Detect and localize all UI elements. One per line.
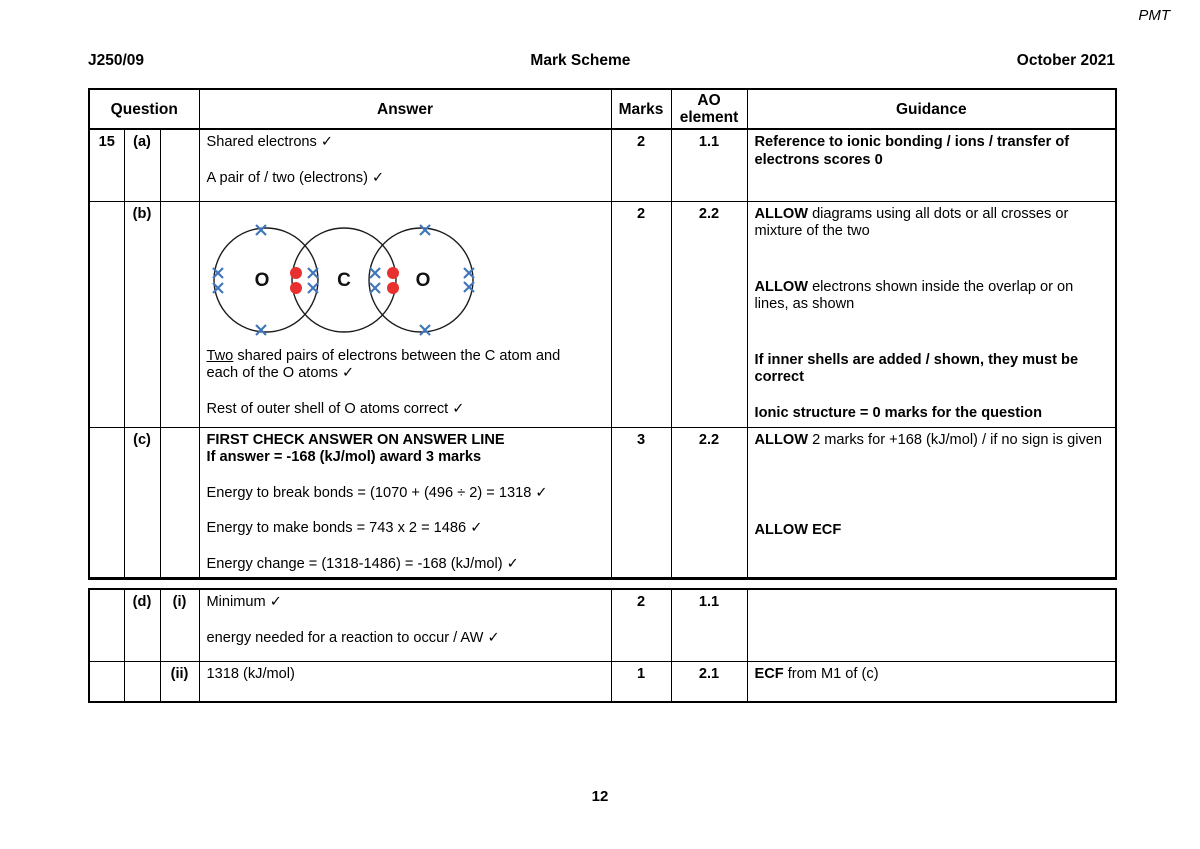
answer-line: FIRST CHECK ANSWER ON ANSWER LINE [206,431,505,448]
guidance-line: ALLOW electrons shown inside the overlap or on lines, as shown [754,278,1074,312]
question-number-empty [89,589,124,661]
answer-line: Shared electrons ✓ [206,134,334,150]
answer-line: If answer = -168 (kJ/mol) award 3 marks [206,449,482,465]
table-row-15c [89,427,1116,579]
guidance-line: ALLOW diagrams using all dots or all crosses or mixture of the two [754,205,1069,239]
electron-dot-icon [387,282,399,294]
electron-cross-icon [308,268,318,278]
answer-cell-c [199,427,611,579]
ao-value-d-ii: 2.1 [671,661,747,702]
answer-cell-d-ii [199,661,611,702]
answer-line: A pair of / two (electrons) ✓ [206,169,385,186]
question-part-empty [124,661,160,702]
guidance-line: ALLOW 2 marks for +168 (kJ/mol) / if no sign is given [754,431,1103,448]
ao-value-d-i: 1.1 [671,589,747,661]
atom-label-carbon: C [336,269,351,291]
electron-cross-icon [420,325,430,335]
electron-cross-icon [370,268,380,278]
doc-date: October 2021 [1016,52,1115,69]
marks-value-a: 2 [611,129,671,201]
question-number-empty [89,661,124,702]
guidance-line: Reference to ionic bonding / ions / transfer of electrons scores 0 [754,134,1070,168]
question-part-a: (a) [124,129,160,201]
header-question: Question [89,89,199,129]
guidance-cell-a [747,129,1116,201]
question-part-b: (b) [124,201,160,427]
question-subpart-empty [160,427,199,579]
answer-line: Energy change = (1318-1486) = -168 (kJ/mol) ✓ [206,555,519,572]
answer-line: Minimum ✓ [206,594,282,610]
guidance-cell-d-ii [747,661,1116,702]
electron-dot-icon [290,282,302,294]
electron-cross-icon [256,225,266,235]
atom-label-oxygen-right: O [415,269,430,291]
ao-value-b: 2.2 [671,201,747,427]
electron-dot-icon [290,267,302,279]
atom-label-oxygen-left: O [254,269,269,291]
header-ao-element: AO element [671,89,747,129]
question-number: 15 [89,129,124,201]
question-part-d: (d) [124,589,160,661]
answer-line: Energy to make bonds = 743 x 2 = 1486 ✓ [206,520,483,536]
doc-code: J250/09 [88,52,145,69]
table-row-15b [89,201,1116,427]
table-row-15d-ii [89,661,1116,702]
guidance-line: If inner shells are added / shown, they must be correct [754,351,1079,385]
table-row-15a [89,129,1116,201]
question-part-c: (c) [124,427,160,579]
answer-line: 1318 (kJ/mol) [206,665,295,682]
electron-cross-icon [256,325,266,335]
ao-value-a: 1.1 [671,129,747,201]
mark-scheme-table-part-d [88,588,1117,703]
marks-value-d-ii: 1 [611,661,671,702]
pmt-watermark: PMT [1138,7,1170,24]
header-guidance: Guidance [747,89,1116,129]
question-number-empty [89,427,124,579]
ao-value-c: 2.2 [671,427,747,579]
answer-line: Energy to break bonds = (1070 + (496 ÷ 2) = 1318 ✓ [206,484,548,501]
question-subpart-ii: (ii) [160,661,199,702]
mark-scheme-table-main [88,88,1117,580]
header-answer: Answer [199,89,611,129]
electron-cross-icon [308,283,318,293]
guidance-cell-c [747,427,1116,579]
document-header [88,52,1115,70]
guidance-line: ECF from M1 of (c) [754,665,879,682]
page-number: 12 [591,788,609,805]
guidance-cell-b [747,201,1116,427]
answer-cell-a [199,129,611,201]
question-subpart-empty [160,201,199,427]
guidance-line: ALLOW ECF [754,522,842,538]
doc-title: Mark Scheme [530,52,631,69]
answer-cell-b [199,201,611,427]
electron-cross-icon [420,225,430,235]
question-subpart-empty [160,129,199,201]
answer-line: Rest of outer shell of O atoms correct ✓ [206,400,465,417]
electron-cross-icon [370,283,380,293]
marks-value-c: 3 [611,427,671,579]
table-row-15d-i [89,589,1116,661]
electron-dot-icon [387,267,399,279]
co2-dot-and-cross-diagram [209,220,481,342]
table-header-row [89,89,1116,129]
answer-cell-d-i [199,589,611,661]
guidance-line: Ionic structure = 0 marks for the question [754,404,1043,421]
guidance-cell-d-i-empty [747,589,1116,661]
marks-value-b: 2 [611,201,671,427]
answer-line: Two shared pairs of electrons between the C atom and each of the O atoms ✓ [206,347,561,381]
marks-value-d-i: 2 [611,589,671,661]
question-number-empty [89,201,124,427]
header-marks: Marks [611,89,671,129]
answer-line: energy needed for a reaction to occur / AW ✓ [206,629,500,646]
question-subpart-i: (i) [160,589,199,661]
